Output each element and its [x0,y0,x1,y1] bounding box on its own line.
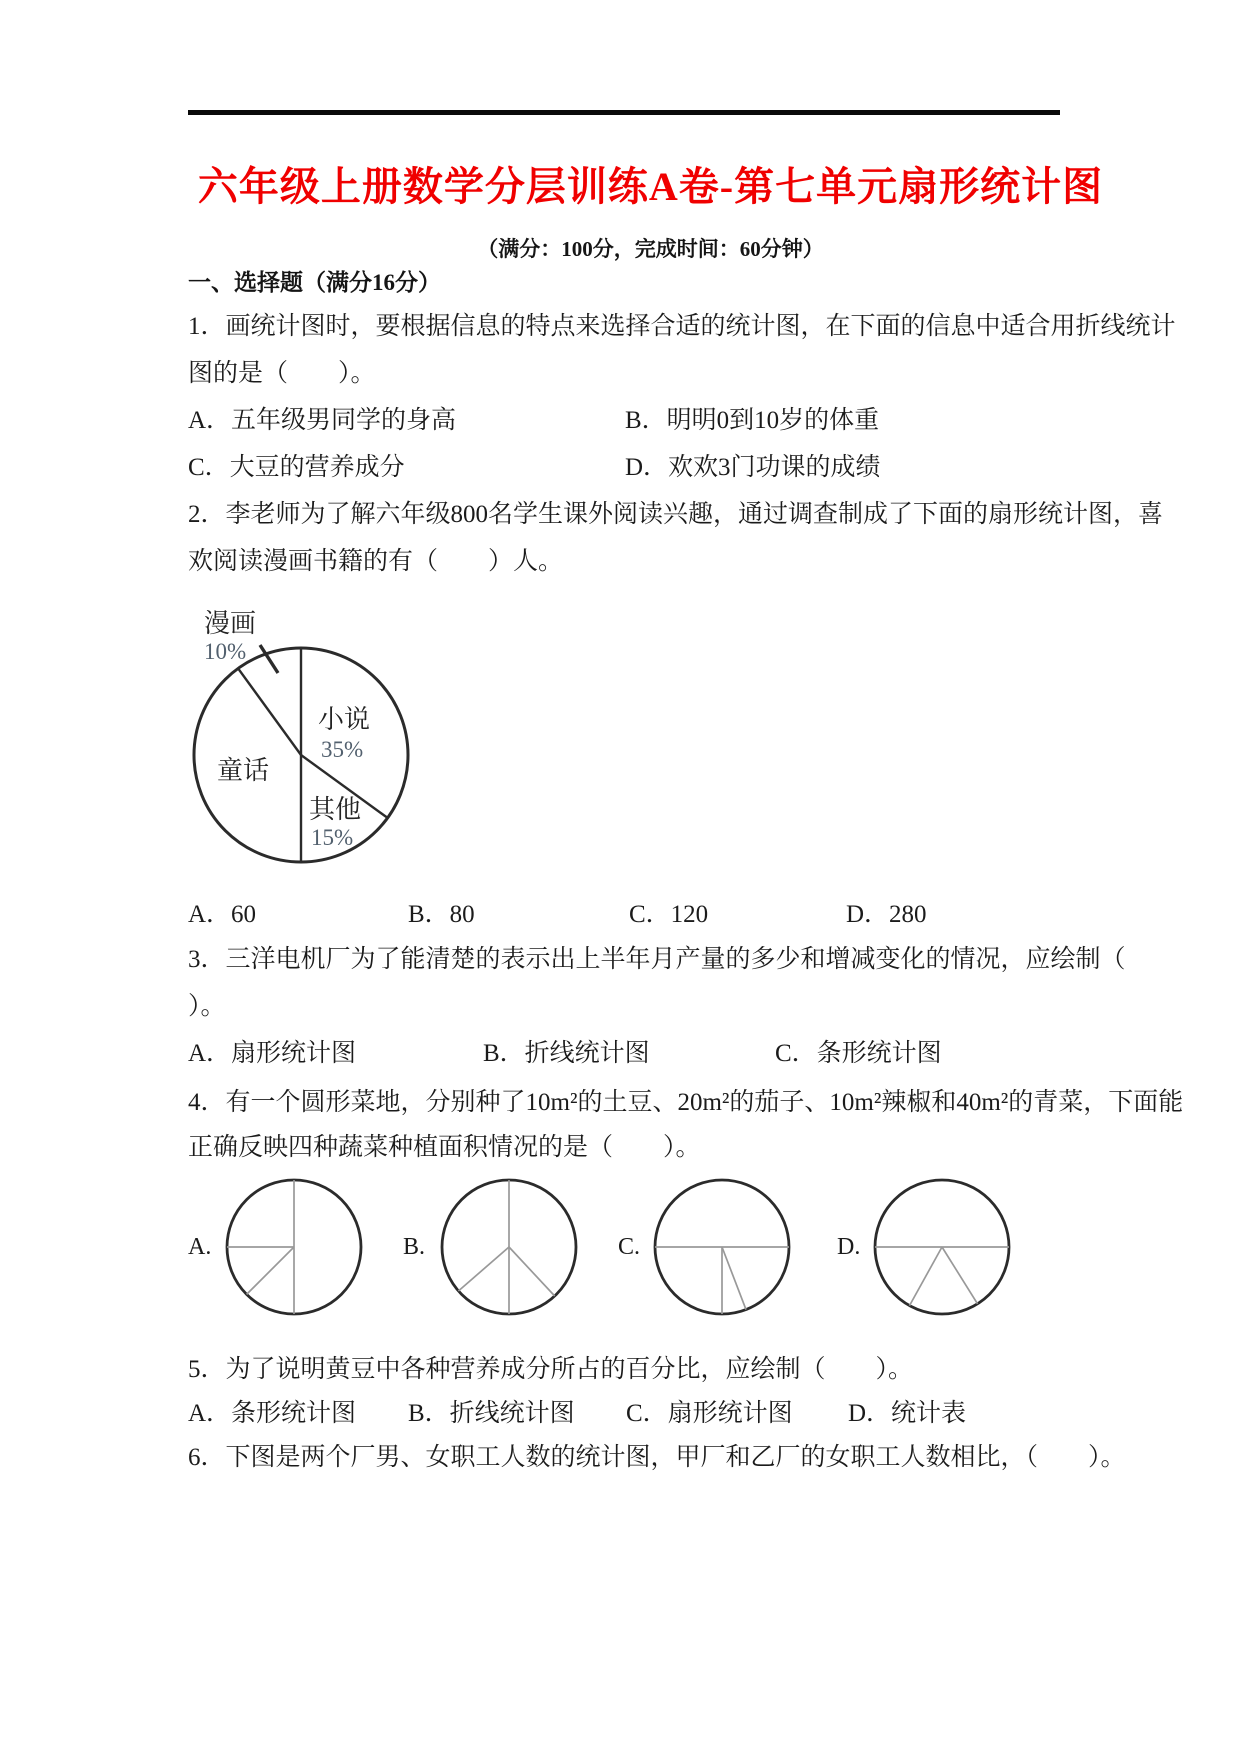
q1-option-b: B．明明0到10岁的体重 [625,407,880,434]
q3-option-a: A．扇形统计图 [188,1040,357,1067]
q2-pie-chart [180,588,460,883]
q4-line-1: 4．有一个圆形菜地，分别种了10m²的土豆、20m²的茄子、10m²辣椒和40m²的青菜，下面能 [188,1089,1184,1116]
header-rule [188,110,1060,115]
q2-line-2: 欢阅读漫画书籍的有（ ）人。 [188,548,564,575]
q5-option-a: A．条形统计图 [188,1400,357,1427]
doc-subtitle: （满分：100分，完成时间：60分钟） [477,237,824,261]
q4-circle-d-label: D. [837,1234,861,1260]
q1-option-d: D．欢欢3门功课的成绩 [625,454,881,481]
q5-option-b: B．折线统计图 [408,1400,575,1427]
q4-circle-a [219,1172,369,1322]
q4-circle-d [867,1172,1017,1322]
section-heading: 一、选择题（满分16分） [188,270,441,295]
q5-option-c: C．扇形统计图 [626,1400,793,1427]
q2-option-a: A．60 [188,901,257,928]
q5-option-d: D．统计表 [848,1400,967,1427]
q4-circle-b-label: B. [403,1234,426,1260]
pie-label-manhua: 漫画 [204,609,257,638]
q4-circle-b [434,1172,584,1322]
q1-option-c: C．大豆的营养成分 [188,454,405,481]
q3-line-2: ）。 [188,993,226,1020]
q6-line: 6．下图是两个厂男、女职工人数的统计图，甲厂和乙厂的女职工人数相比，（ ）。 [188,1444,1126,1471]
q1-line-1: 1．画统计图时，要根据信息的特点来选择合适的统计图，在下面的信息中适合用折线统计 [188,313,1176,340]
q2-option-b: B．80 [408,901,475,928]
q1-option-a: A．五年级男同学的身高 [188,407,457,434]
pie-label-qita: 其他 [309,795,362,824]
pie-label-qita-pct: 15% [311,825,354,850]
q2-option-c: C．120 [629,901,709,928]
q1-line-2: 图的是（ ）。 [188,360,376,387]
doc-title: 六年级上册数学分层训练A卷-第七单元扇形统计图 [197,164,1104,209]
q2-line-1: 2．李老师为了解六年级800名学生课外阅读兴趣，通过调查制成了下面的扇形统计图，喜 [188,501,1164,528]
pie-label-manhua-pct: 10% [204,639,247,664]
q4-circle-a-label: A. [188,1234,212,1260]
pie-label-xiaoshuo-pct: 35% [321,737,364,762]
q2-option-d: D．280 [846,901,927,928]
q4-line-2: 正确反映四种蔬菜种植面积情况的是（ ）。 [188,1134,701,1161]
manhua-leader-line [260,645,278,673]
q4-circle-c-label: C. [618,1234,641,1260]
q4-circle-c [647,1172,797,1322]
pie-label-tonghua: 童话 [217,756,270,785]
q5-line: 5．为了说明黄豆中各种营养成分所占的百分比，应绘制（ ）。 [188,1356,914,1383]
q3-option-c: C．条形统计图 [775,1040,942,1067]
q3-option-b: B．折线统计图 [483,1040,650,1067]
pie-label-xiaoshuo: 小说 [318,705,371,734]
q3-line-1: 3．三洋电机厂为了能清楚的表示出上半年月产量的多少和增减变化的情况，应绘制（ [188,946,1126,973]
